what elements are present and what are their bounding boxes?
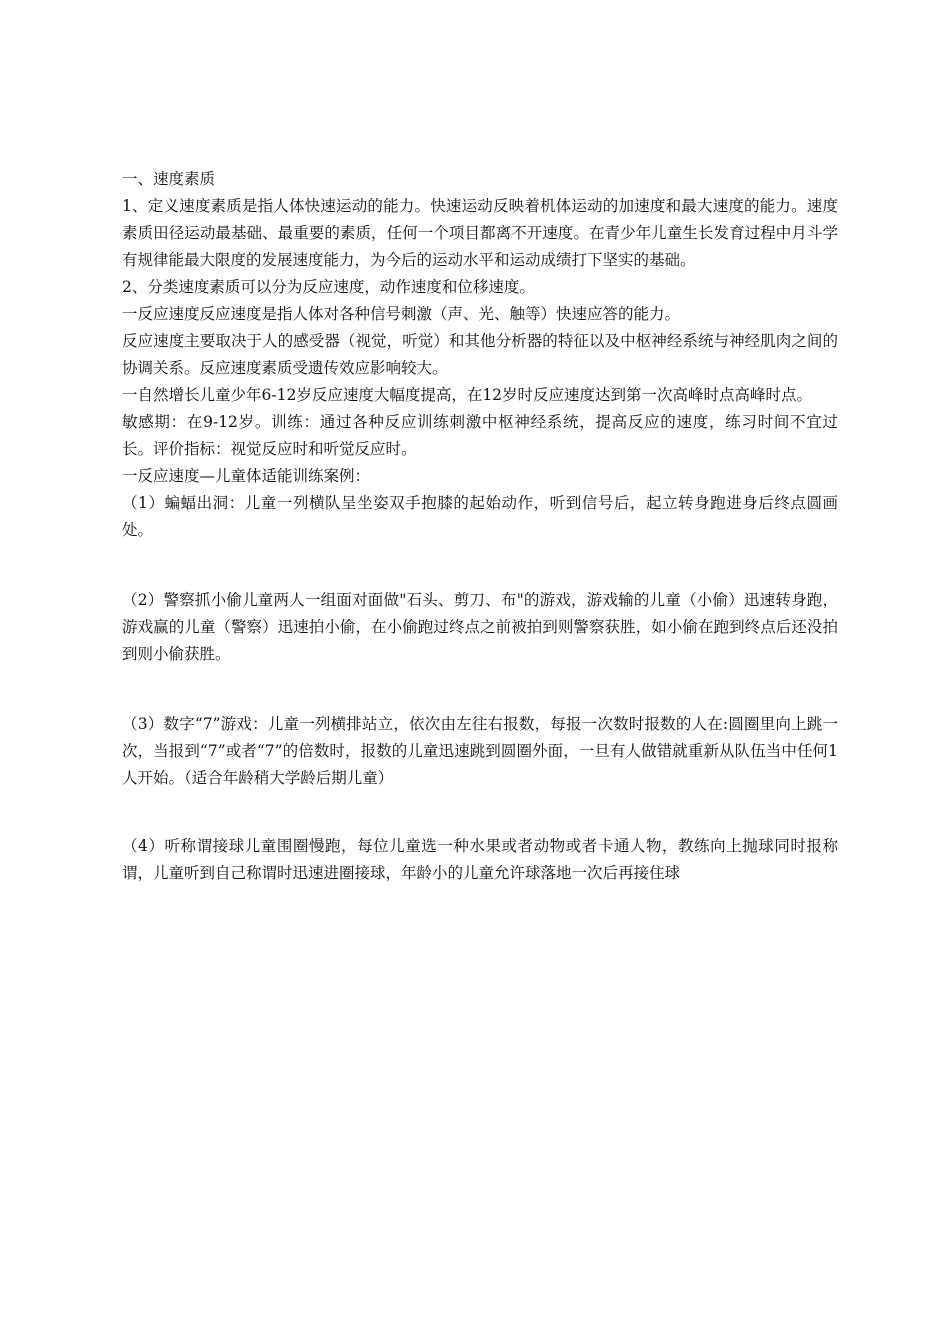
case-item-4: （4）听称谓接球儿童围圈慢跑，每位儿童选一种水果或者动物或者卡通人物，教练向上抛球同时报称谓，儿童听到自己称谓时迅速进圈接球，年龄小的儿童允许球落地一次后再接住球 <box>122 837 838 882</box>
spacer <box>122 668 838 711</box>
paragraph-sensitive-period: 敏感期：在9-12岁。训练：通过各种反应训练刺激中枢神经系统，提高反应的速度，练习时间不宜过长。评价指标：视觉反应时和听觉反应时。 <box>122 413 838 458</box>
document-body <box>122 166 838 887</box>
spacer <box>122 792 838 833</box>
section-heading: 一、速度素质 <box>122 170 216 188</box>
paragraph-natural-growth: 一自然增长儿童少年6-12岁反应速度大幅度提高，在12岁时反应速度达到第一次高峰时点高峰时点。 <box>122 386 813 404</box>
paragraph-case-intro: 一反应速度—儿童体适能训练案例： <box>122 467 371 485</box>
spacer <box>122 544 838 587</box>
case-item-3: （3）数字“7”游戏：儿童一列横排站立，依次由左往右报数，每报一次数时报数的人在:圆圈里向上跳一次，当报到“7”或者“7”的倍数时，报数的儿童迅速跳到圆圈外面，一旦有人做错就重新从队伍当中任何1人开始。（适合年龄稍大学龄后期儿童） <box>122 715 838 787</box>
case-item-2: （2）警察抓小偷儿童两人一组面对面做"石头、剪刀、布"的游戏，游戏输的儿童（小偷）迅速转身跑，游戏赢的儿童（警察）迅速拍小偷，在小偷跑过终点之前被拍到则警察获胜，如小偷在跑到终点后还没拍到则小偷获胜。 <box>122 591 838 663</box>
paragraph-definition: 1、定义速度素质是指人体快速运动的能力。快速运动反映着机体运动的加速度和最大速度的能力。速度素质田径运动最基础、最重要的素质，任何一个项目都离不开速度。在青少年儿童生长发育过程中月斗学有规律能最大限度的发展速度能力，为今后的运动水平和运动成绩打下坚实的基础。 <box>122 197 838 269</box>
paragraph-reaction-speed: 一反应速度反应速度是指人体对各种信号刺激（声、光、触等）快速应答的能力。 <box>122 305 681 323</box>
paragraph-reaction-factors: 反应速度主要取决于人的感受器（视觉，听觉）和其他分析器的特征以及中枢神经系统与神经肌肉之间的协调关系。反应速度素质受遗传效应影响较大。 <box>122 332 838 377</box>
case-item-1: （1）蝙蝠出洞：儿童一列横队呈坐姿双手抱膝的起始动作，听到信号后，起立转身跑进身后终点圆画处。 <box>122 494 838 539</box>
paragraph-classification: 2、分类速度素质可以分为反应速度，动作速度和位移速度。 <box>122 278 535 296</box>
